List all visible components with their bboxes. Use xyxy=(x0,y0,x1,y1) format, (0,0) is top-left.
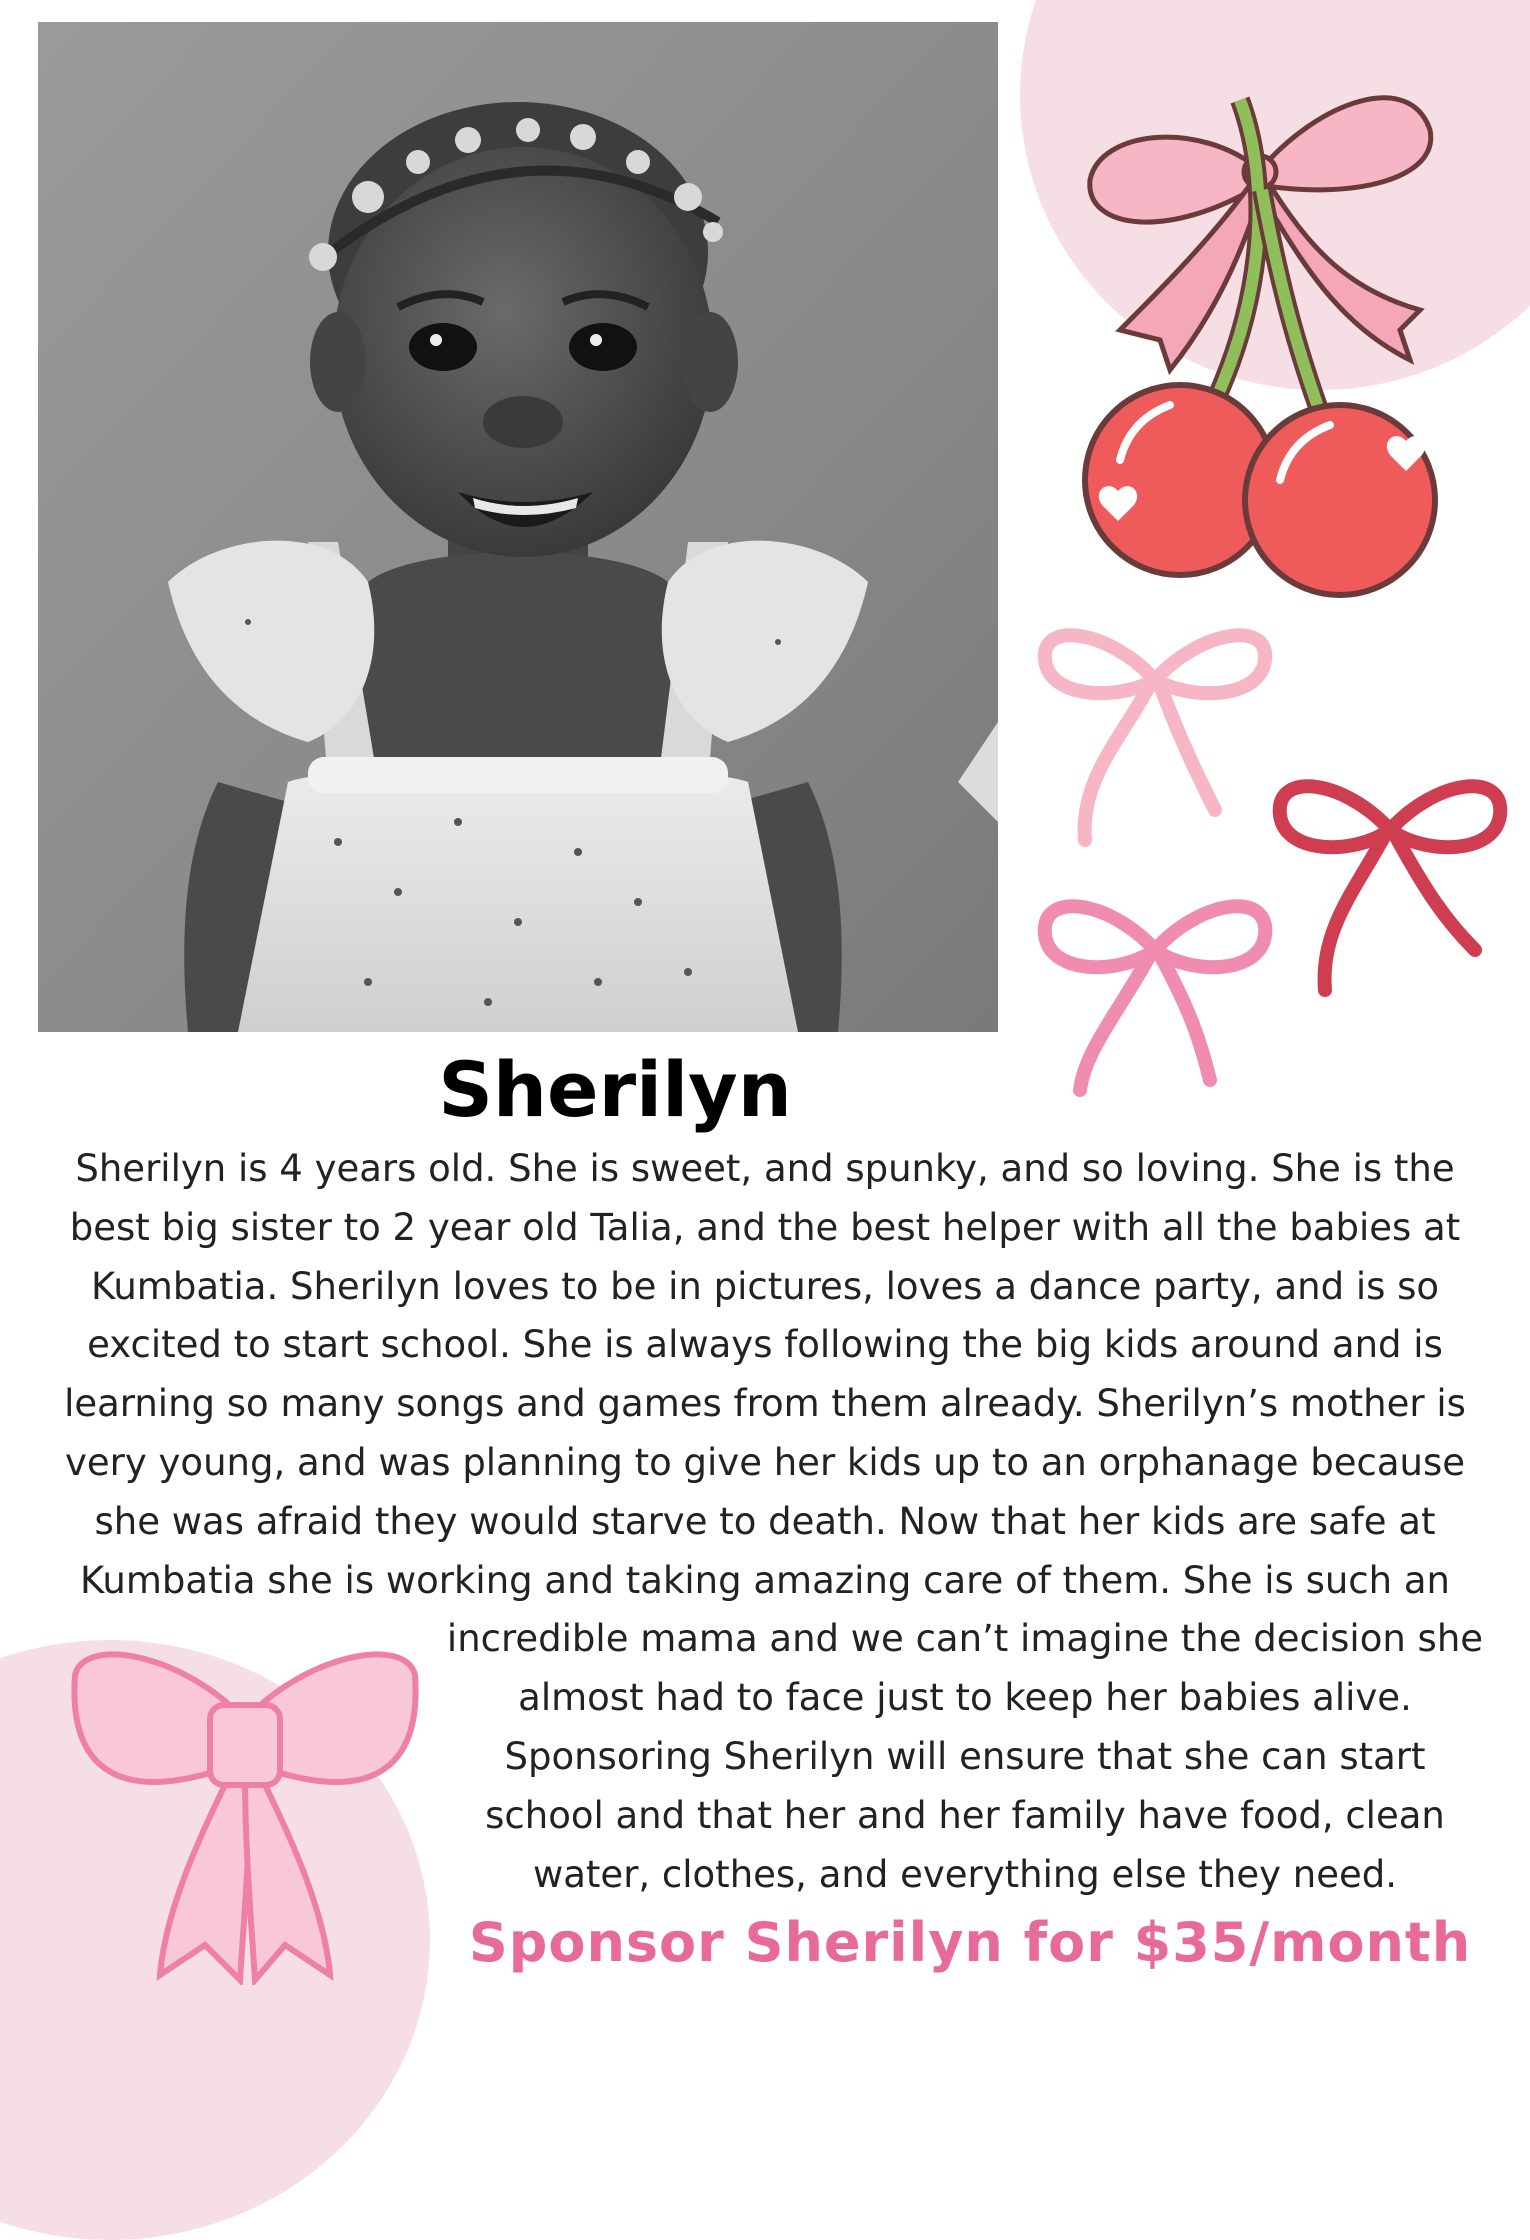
bio-line: school and that her and her family have food, clean xyxy=(485,1793,1445,1837)
bio-line: incredible mama and we can’t imagine the decision she xyxy=(446,1617,1484,1661)
bio-line: excited to start school. She is always following the big kids around and is xyxy=(87,1323,1443,1367)
hot-pink-ribbon-bow-icon xyxy=(1030,880,1280,1114)
bio-line: Kumbatia she is working and taking amazing care of them. She is such an xyxy=(80,1558,1450,1602)
bio-line: water, clothes, and everything else they need. xyxy=(532,1852,1397,1896)
bio-line: she was afraid they would starve to death. Now that her kids are safe at xyxy=(94,1499,1436,1543)
bow-cherries-icon xyxy=(1050,60,1470,624)
bio-line: Sponsoring Sherilyn will ensure that she can start xyxy=(504,1734,1426,1778)
sponsor-call-to-action: Sponsor Sherilyn for $35/month xyxy=(468,1911,1472,1974)
child-name-heading: Sherilyn xyxy=(438,1045,792,1134)
bio-line: learning so many songs and games from them already. Sherilyn’s mother is xyxy=(64,1382,1466,1426)
bio-line: very young, and was planning to give her kids up to an orphanage because xyxy=(65,1440,1465,1484)
bio-paragraph xyxy=(40,1140,1490,1904)
bio-line: Sherilyn is 4 years old. She is sweet, and spunky, and so loving. She is the xyxy=(75,1147,1455,1190)
child-portrait-photo xyxy=(38,22,998,1032)
bio-line: Kumbatia. Sherilyn loves to be in pictures, loves a dance party, and is so xyxy=(90,1264,1440,1308)
red-ribbon-bow-icon xyxy=(1265,760,1515,1014)
bio-line: almost had to face just to keep her babies alive. xyxy=(518,1676,1412,1720)
bio-line: best big sister to 2 year old Talia, and the best helper with all the babies at xyxy=(69,1205,1461,1249)
pink-ribbon-bow-icon xyxy=(1030,610,1280,864)
